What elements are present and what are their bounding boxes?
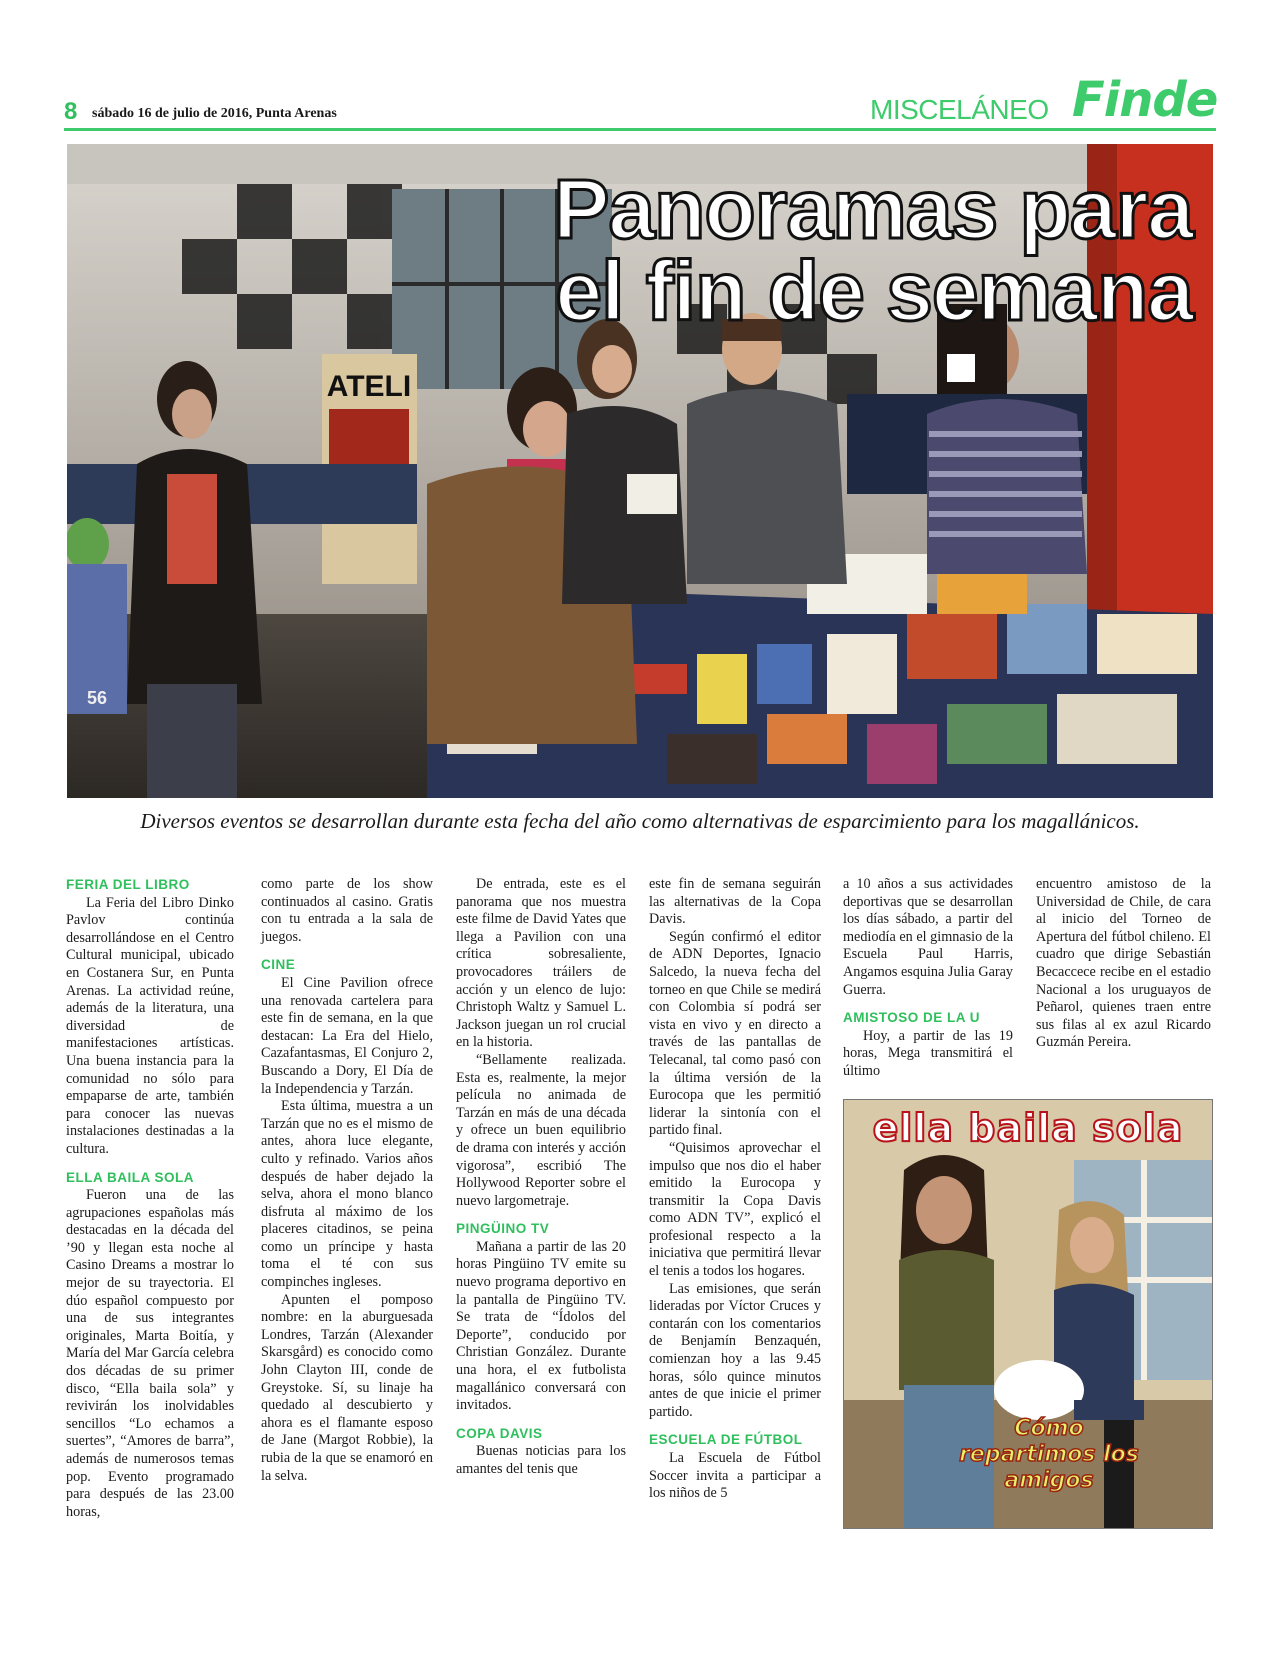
copa-paragraph-1-cont: este fin de semana seguirán las alternativas de la Copa Davis. xyxy=(649,876,821,928)
column-5 xyxy=(843,876,1013,1081)
headline-line-2: el fin de semana xyxy=(555,244,1193,338)
section-heading-ella: ELLA BAILA SOLA xyxy=(66,1169,194,1185)
copa-paragraph-2: Según confirmó el editor de ADN Deportes, Ignacio Salcedo, la nueva fecha del torneo en que Chile se medirá con Colombia sí podrá ser vista en vivo y en directo a través de las pantallas de Telecanal, tal como pasó con la última versión de la Eurocopa que les permitió liderar la sintonía con el partido final. xyxy=(649,928,821,1139)
section-heading-feria: FERIA DEL LIBRO xyxy=(66,877,190,892)
section-heading-cine: CINE xyxy=(261,957,296,973)
section-heading-pinguino: PINGÜINO TV xyxy=(456,1221,550,1237)
feria-paragraph-1: La Feria del Libro Dinko Pavlov continúa desarrollándose en el Centro Cultural municipal, ubicado en Costanera Sur, en Punta Arenas. La actividad reúne, además de la literatura, una diversidad de manifestaciones artísticas. Una buena instancia para la comunidad no sólo para empaparse de arte, también para conocer las nuevas instalaciones destinadas a la cultura. xyxy=(66,894,234,1157)
copa-paragraph-4: Las emisiones, que serán lideradas por Víctor Cruces y contarán con los comentarios de Benjamín Benzaquén, comienzan hoy a las 9.45 horas, sólo quince minutos antes de que inicie el primer partido. xyxy=(649,1280,821,1420)
cine-paragraph-5: “Bellamente realizada. Esta es, realmente, la mejor película no animada de Tarzán en más de una década y ofrece un buen equilibrio de drama con interés y acción vigorosa”, escribió The Hollywood Reporter sobre el nuevo largometraje. xyxy=(456,1051,626,1209)
date-line: sábado 16 de julio de 2016, Punta Arenas xyxy=(92,106,337,121)
cine-paragraph-4: De entrada, este es el panorama que nos muestra este filme de David Yates que llega a Pavilion con una crítica sobresaliente, provocadores tráilers de acción y un elenco de lujo: Christoph Waltz y Samuel L. Jackson juegan un rol crucial en la historia. xyxy=(456,876,626,1051)
section-name: MISCELÁNEO xyxy=(870,94,1049,125)
header-rule xyxy=(64,128,1216,131)
ella-paragraph-1-cont: como parte de los show continuados al casino. Gratis con tu entrada a la sala de juegos. xyxy=(261,876,433,945)
page-number: 8 xyxy=(64,98,78,125)
column-2 xyxy=(261,876,433,1485)
album-title: ella baila sola xyxy=(872,1106,1184,1150)
main-photo xyxy=(67,144,1213,798)
copa-paragraph-3: “Quisimos aprovechar el impulso que nos dio el haber emitido la Eurocopa y transmitir la Copa Davis como ADN TV”, explicó el profesional respecto a la iniciativa que permitirá llevar el tenis a todos los hogares. xyxy=(649,1139,821,1280)
section-heading-escuela: ESCUELA DE FÚTBOL xyxy=(649,1432,803,1448)
copa-paragraph-1: Buenas noticias para los amantes del tenis que xyxy=(456,1443,626,1477)
column-6 xyxy=(1036,876,1211,1052)
amistoso-paragraph-1: Hoy, a partir de las 19 horas, Mega transmitirá el último xyxy=(843,1027,1013,1079)
column-4 xyxy=(649,876,821,1503)
pinguino-paragraph-1: Mañana a partir de las 20 horas Pingüino TV emite su nuevo programa deportivo en la pantalla de Pingüino TV. Se trata de “Ídolos del Deporte”, conducido por Christian González. Durante una hora, el ex futbolista magallánico conversará con invitados. xyxy=(456,1238,626,1414)
column-3 xyxy=(456,876,626,1479)
album-cover xyxy=(843,1099,1213,1529)
escuela-paragraph-1: La Escuela de Fútbol Soccer invita a participar a los niños de 5 xyxy=(649,1450,821,1502)
cine-paragraph-1: El Cine Pavilion ofrece una renovada cartelera para este fin de semana, en la que destacan: La Era del Hielo, Cazafantasmas, El Conjuro 2, Buscando a Dory, El Día de la Independencia y Tarzán. xyxy=(261,974,433,1097)
album-subtitle: Cómo repartimos los amigos xyxy=(959,1416,1139,1493)
section-heading-amistoso: AMISTOSO DE LA U xyxy=(843,1010,981,1026)
section-heading-copa: COPA DAVIS xyxy=(456,1425,543,1441)
banner-text: ATELI xyxy=(326,370,412,403)
brand-logo: Finde xyxy=(1072,72,1218,128)
column-1 xyxy=(66,876,234,1521)
photo-caption: Diversos eventos se desarrollan durante esta fecha del año como alternativas de esparcimiento para los magallánicos. xyxy=(140,809,1140,833)
headline xyxy=(553,162,1193,338)
headline-line-1: Panoramas para xyxy=(553,162,1193,256)
kid-shirt-number: 56 xyxy=(86,688,108,708)
cine-paragraph-2: Esta última, muestra a un Tarzán que no es el mismo de antes, ahora luce elegante, culto y refinado. Varios años después de haber dejado la selva, ahora el mono blanco disfruta al máximo de los placeres citadinos, se peina como un príncipe y hasta toma el té con sus compinches ingleses. xyxy=(261,1098,433,1291)
amistoso-paragraph-1-cont: encuentro amistoso de la Universidad de Chile, de cara al inicio del Torneo de Apertura del fútbol chileno. El cuadro que dirige Sebastián Becaccece recibe en el estadio Nacional a los uruguayos de Peñarol, quienes traen entre sus filas al ex azul Ricardo Guzmán Pereira. xyxy=(1036,876,1211,1051)
escuela-paragraph-1-cont: a 10 años a sus actividades deportivas que se desarrollan los días sábado, a partir del mediodía en el gimnasio de la Escuela Paul Harris, Angamos esquina Julia Garay Guerra. xyxy=(843,876,1013,998)
ella-paragraph-1: Fueron una de las agrupaciones españolas más destacadas en la década del ’90 y llegan esta noche al Casino Dreams a mostrar lo mejor de su trayectoria. El dúo español compuesto por una de sus integrantes originales, Marta Boitía, y María del Mar García celebra dos décadas de su primer disco, “Ella baila sola” y revivirán los inolvidables sencillos “Lo echamos a suertes”, “Amores de barra”, además de numerosos temas pop. Evento programado para después de las 23.00 horas, xyxy=(66,1187,234,1520)
cine-paragraph-3: Apunten el pomposo nombre: en la aburguesada Londres, Tarzán (Alexander Skarsgård) es conocido como John Clayton III, conde de Greystoke. Sí, su linaje ha quedado al descubierto y ahora es el flamante esposo de Jane (Margot Robbie), la rubia de la que se enamoró en la selva. xyxy=(261,1291,433,1484)
